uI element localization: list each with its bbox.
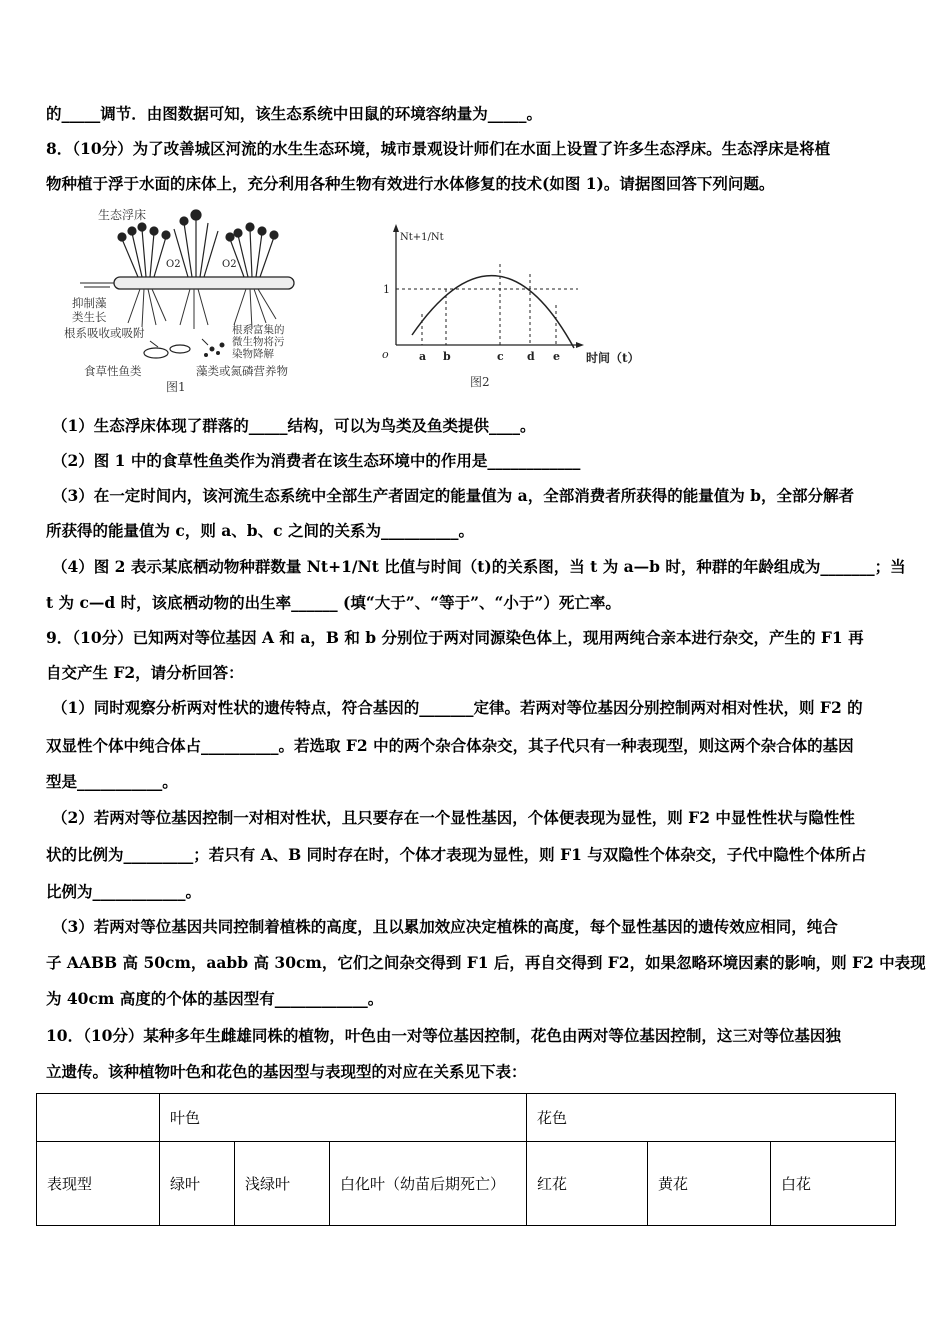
question-8-4: （4）图 2 表示某底栖动物种群数量 Nt+1/Nt 比值与时间（t)的关系图，当 t 为 a—b 时，种群的年龄组成为_______；当 bbox=[52, 557, 906, 576]
fig1-caption: 图1 bbox=[166, 380, 186, 394]
text-line: t 为 c—d 时，该底栖动物的出生率______ (填“大于”、“等于”、“小于”）死亡率。 bbox=[46, 593, 621, 612]
fig1-label: 类生长 bbox=[72, 310, 107, 324]
figure-2-ratio-chart bbox=[378, 220, 670, 395]
y-axis-label: Nt+1/Nt bbox=[400, 232, 444, 243]
text-line: 物种植于浮于水面的床体上，充分利用各种生物有效进行水体修复的技术(如图 1)。请据图回答下列问题。 bbox=[46, 174, 775, 193]
plant-left bbox=[118, 223, 170, 277]
roots bbox=[128, 289, 276, 329]
question-8-1: （1）生态浮床体现了群落的_____结构，可以为鸟类及鱼类提供____。 bbox=[52, 416, 536, 435]
origin-label: o bbox=[382, 348, 389, 361]
text-line: 的_____调节．由图数据可知，该生态系统中田鼠的环境容纳量为_____。 bbox=[46, 104, 543, 123]
genotype-phenotype-table bbox=[36, 1093, 896, 1226]
fig1-label: 根系吸收或吸附 bbox=[64, 326, 145, 340]
x-tick-c: c bbox=[497, 350, 504, 363]
table-cell: 绿叶 bbox=[160, 1142, 235, 1226]
fig2-caption: 图2 bbox=[470, 375, 490, 389]
question-9-line: 9．（10分）已知两对等位基因 A 和 a，B 和 b 分别位于两对同源染色体上，现用两纯合亲本进行杂交，产生的 F1 再 bbox=[46, 628, 864, 647]
table-cell: 白化叶（幼苗后期死亡） bbox=[330, 1142, 527, 1226]
text-line: 自交产生 F2，请分析回答： bbox=[46, 663, 244, 682]
text-line: 子 AABB 高 50cm，aabb 高 30cm，它们之间杂交得到 F1 后，再自交得到 F2，如果忽略环境因素的影响，则 F2 中表现 bbox=[46, 953, 926, 972]
question-10-line: 10．（10分）某种多年生雌雄同株的植物，叶色由一对等位基因控制，花色由两对等位基因控制，这三对等位基因独 bbox=[46, 1026, 841, 1045]
fig1-label: 染物降解 bbox=[232, 348, 274, 360]
y-tick-1: 1 bbox=[383, 283, 390, 296]
text-line: 型是___________。 bbox=[46, 772, 178, 791]
text-line: 状的比例为_________；若只有 A、B 同时存在时，个体才表现为显性，则 F1 与双隐性个体杂交，子代中隐性个体所占 bbox=[46, 845, 867, 864]
fig1-title: 生态浮床 bbox=[98, 208, 147, 222]
text-line: 所获得的能量值为 c，则 a、b、c 之间的关系为__________。 bbox=[46, 521, 474, 540]
text-line: 立遗传。该种植物叶色和花色的基因型与表现型的对应在关系见下表： bbox=[46, 1062, 527, 1081]
fish-icon bbox=[170, 345, 190, 353]
ratio-curve bbox=[412, 276, 574, 348]
question-9-3: （3）若两对等位基因共同控制着植株的高度，且以累加效应决定植株的高度，每个显性基因的遗传效应相同，纯合 bbox=[52, 917, 838, 936]
x-tick-a: a bbox=[419, 350, 427, 363]
fig1-label: 根系富集的 bbox=[232, 324, 285, 336]
text-line: 双显性个体中纯合体占__________。若选取 F2 中的两个杂合体杂交，其子代只有一种表现型，则这两个杂合体的基因 bbox=[46, 736, 854, 755]
x-tick-e: e bbox=[553, 350, 560, 363]
table-cell: 浅绿叶 bbox=[235, 1142, 330, 1226]
fig1-o2-label: O2 bbox=[166, 259, 181, 270]
fig1-label: 微生物将污 bbox=[232, 336, 285, 348]
table-header-flower-color: 花色 bbox=[527, 1094, 896, 1142]
figure-1-ecological-floating-bed bbox=[62, 203, 312, 395]
table-cell: 白花 bbox=[771, 1142, 896, 1226]
question-8-line: 8．（10分）为了改善城区河流的水生生态环境，城市景观设计师们在水面上设置了许多生态浮床。生态浮床是将植 bbox=[46, 139, 831, 158]
fig1-o2-label: O2 bbox=[222, 259, 237, 270]
x-axis-label: 时间（t） bbox=[586, 351, 640, 365]
x-tick-b: b bbox=[443, 350, 451, 363]
x-tick-d: d bbox=[527, 350, 535, 363]
table-cell: 红花 bbox=[527, 1142, 648, 1226]
fig1-label: 抑制藻 bbox=[72, 296, 107, 310]
question-8-3: （3）在一定时间内，该河流生态系统中全部生产者固定的能量值为 a，全部消费者所获得的能量值为 b，全部分解者 bbox=[52, 486, 854, 505]
fig1-label: 藻类或氮磷营养物 bbox=[196, 364, 288, 378]
question-9-2: （2）若两对等位基因控制一对相对性状，且只要存在一个显性基因，个体便表现为显性，则 F2 中显性性状与隐性性 bbox=[52, 808, 855, 827]
question-8-2: （2）图 1 中的食草性鱼类作为消费者在该生态环境中的作用是____________ bbox=[52, 451, 581, 470]
fig1-label: 食草性鱼类 bbox=[84, 364, 142, 378]
text-line: 比例为____________。 bbox=[46, 882, 202, 901]
plant-center bbox=[174, 210, 218, 277]
question-9-1: （1）同时观察分析两对性状的遗传特点，符合基因的_______定律。若两对等位基因分别控制两对相对性状，则 F2 的 bbox=[52, 698, 863, 717]
table-cell: 黄花 bbox=[648, 1142, 771, 1226]
text-line: 为 40cm 高度的个体的基因型有____________。 bbox=[46, 989, 384, 1008]
table-header-leaf-color: 叶色 bbox=[160, 1094, 527, 1142]
fish-icon bbox=[144, 348, 168, 358]
table-cell-empty bbox=[37, 1094, 160, 1142]
table-row-label: 表现型 bbox=[37, 1142, 160, 1226]
